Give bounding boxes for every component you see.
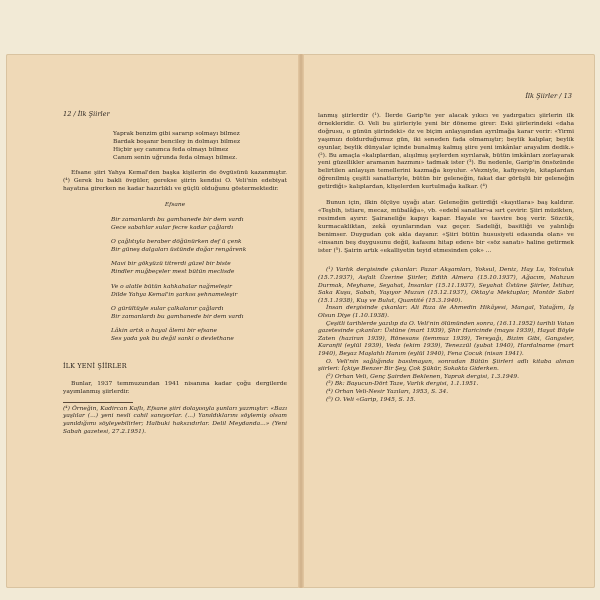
poem-line: O çağlıtıyla beraber döğünürken def ü çenk [111,239,242,246]
poem-line: Ses yada yok bu değil sanki o devlethane [111,336,234,343]
footnote-text: İnsan dergisinde çıkanlar: Ali Rıza ile Ahmedin Hikâyesi, Mangal, Yatağım, İş Olsun Diye (1.10.1938). [318,305,574,319]
poem-line: Gece sabahlar sular fecre kadar çağlardı [111,225,234,232]
footnote-text: (³) Bk: Başucun-Dört Taze, Varlık dergisi, 1.1.1951. [326,381,479,388]
paragraph: Bunun için, ilkin ölçüye uyağı atar. Geleneğin getirdiği «kayıtlara» baş kaldırır. «Teşbih, istiare, mecaz, mübalâğa», vb. «edebî sanatlar»a sırt çevirir. Şiiri müzikten, resimden ayırır. Şairaneliğe kapıyı kapar. Hayale ve tasvire boş verir. Sözcük, kurmacakliktan, zekâ oyunlarından vaz geçer. Sadeliği, basitliği ve yalınlığı benimser. Duygudan çok akla dayanır. «Şiiri bütün hususiyeti edasında olan» ve «insanın beş duygusunu değil, kafasını hitap eden» bir «söz sanatı» haline getirmek ister (⁵). Şairin artık «ekalliyetin teyid etmesinden çok» ... [318,200,574,254]
opening-poem [63,130,287,162]
footnote-text: (⁵) O. Veli «Garip, 1945, S. 15. [326,396,416,403]
left-page [6,54,300,588]
poem-line: Mavi bir gökyüzü titrerdi güzel bir biste [111,261,231,268]
footnote-text: (¹) Varlık dergisinde çıkanlar: Pazar Akşamları, Yoksul, Deniz, Hay Lu, Yolculuk (15.7.1937), Asfalt Üzerine Şiirler, Edith Almera (15.10.1937), Ağacım, Mahzun Durmak, Meyhane, Seyahat, İnsanlar (15.11.1937), Seyahat Üstüne Şiirler, İstihar, Saka Kuşu, Sabah, Yaşıyor Muzun (15.12.1937), Oktay'a Mektuplar, Montör Sabri (15.1.1938), Kuş ve Bulut, Quantité (15.3.1940). [318,267,574,304]
right-page [302,54,595,588]
poem-line: Dilde Yahya Kemal'in şarkısı şehnameleşir [111,291,238,298]
footnote-text: (²) Orhan Veli, Genç Şairden Beklenen, Yaprak dergisi, 1.3.1949. [326,373,520,380]
poem-line: Canım senin uğrunda feda olmayı bilmez. [113,155,238,162]
poem-line: Yaprak benzim gibi sararıp solmayı bilmez [113,131,240,137]
poem-line: Bir zamanlardı bu gamhanede bir dem vardı [111,217,244,223]
footnote-rule [63,402,133,403]
stanza [111,216,287,232]
poem-line: O gürültüyle sular çalkalanır çağlardı [111,305,224,312]
poem-title: Efsane [164,202,186,209]
footnote-text: (⁴) Orhan Veli-Nesir Yazıları, 1953, S. 34. [326,388,449,395]
efsane-poem [63,216,287,343]
footnote-text: (⁴) Örneğin, Kadircan Kaflı, Efsane şiiri dolayısıyla şunları yazmıştır: «Bazı yaşlılar (...) yeni nesli cahil sanıyorlar. (...) Yanıldıklarını söylemiş olsam yanıldığımı söyleyebilirler; Halbuki hakszıdırlar. Delil Meydanda...» (Yeni Sabah gazetesi, 27.2.1951). [63,405,287,435]
footnote-text: O. Veli'nin sağlığında basılmayan, sonradan Bütün Şiirleri adlı kitaba alınan şiirleri: İçkiye Benzer Bir Şey, Çok Şükür, Sokakta Giderken. [318,358,574,373]
left-page-content [63,130,287,436]
poem-line: Bardak boşanır benciley in dolmayı bilmez [113,139,241,146]
footnote [63,406,287,436]
stanza [111,283,287,299]
left-page-header: 12 / İlk Şiirler [63,110,110,118]
poem-line: Bir güneş dalgaları üstünde doğar rengârenk [111,247,247,254]
footnotes [318,267,574,404]
section-title: İLK YENİ ŞİİRLER [63,362,127,371]
paragraph: Bunlar, 1937 temmuzundan 1941 nisanına kadar çoğu dergilerde yayımlanmış şiirlerdir. [63,381,287,395]
stanza [111,238,287,254]
poem-line: Ve o alatle bütün kahkahalar nağmeleşir [111,283,232,290]
poem-line: Lâkin artık o hayal âlemi bir efsane [111,327,217,334]
right-page-content [318,113,574,404]
right-page-header: İlk Şiirler / 13 [525,92,572,100]
paragraph: Efsane şiiri Yahya Kemal'den başka kişilerin de övgüsünü kazanmıştır. (⁴) Gerek bu bakli övgüler, gerekse şiirin kendisi O. Veli'nin edebiyat hayatına girerken ne kadar hazırlıklı ve güçlü olduğunu göstermektedir. [63,170,287,193]
stanza [111,305,287,321]
open-book [6,54,595,588]
poem-line: Hiçbir şey canımca feda olmayı bilmez [113,147,229,154]
poem-line: Bir zamanlardı bu gamhanede bir dem vardı [111,313,244,320]
footnote-text: Çeşitli tarihlerde yazılıp da O. Veli'nin ölümünden sonra, (16.11.1952) tarihli Vatan gazetesinde çıkanlar: Üstüne (mart 1939), Şhir Haricinde (mayıs 1939), Hayat Böyle Zaten (haziran 1939), Rönesans (temmuz 1939), Tereyağı, Bizim Gibi, Gangster, Karanfil (eylül 1939), Veda (ekim 1939), Tenezzül (şubat 1940), Hardalname (mart 1940), Beyaz Maşlahlı Hanım (eylül 1940), Fena Çocuk (nisan 1941). [318,320,575,357]
stanza [111,260,287,276]
paragraph: lanmış şiirlerdir (¹). İlerde Garip'te yer alacak yıkıcı ve yadırgatıcı şiirlerin ilk örnekleridir. O. Veli bu şiirleriyle yeni bir döneme girer: Eski şiirlerindeki «daha doğrusu, o günün şiirindeki» öz ve biçim anlayışından ayrılmağa karar verir: «Yirmi yaşımızı doldurduğumuz gün, iki seneden fada olmamıştır; beylik kalıplar, beylik oyunlar, beylik dünyalar içinde bunalmış kalmış şiire yeni imkânlar arayalım dedik.» (²). Bu amaçla «kalıplardan, alışılmış şeylerden sıyrılarak, bütün imkânları zorlayarak yeni güzellikler aramanın hazmını» tadmak ister (³). Bu nedenle, Garip'in önsözünde belirtilen anlayışın temellerini kazmağa koyulur. «Vezniyle, kafiyesiyle, kitaplardan öğrenilmiş çeşitli sanatlariyle, bütün bir geleneğin, fakat dar görüşlü bir geleneğin getirdiği» kalıplardan, klişelerden kurtulmağa kalkar. (⁴) [318,113,574,191]
poem-line: Rindler muğbeçeler mest bütün meclisde [111,269,235,276]
stanza [111,327,287,343]
